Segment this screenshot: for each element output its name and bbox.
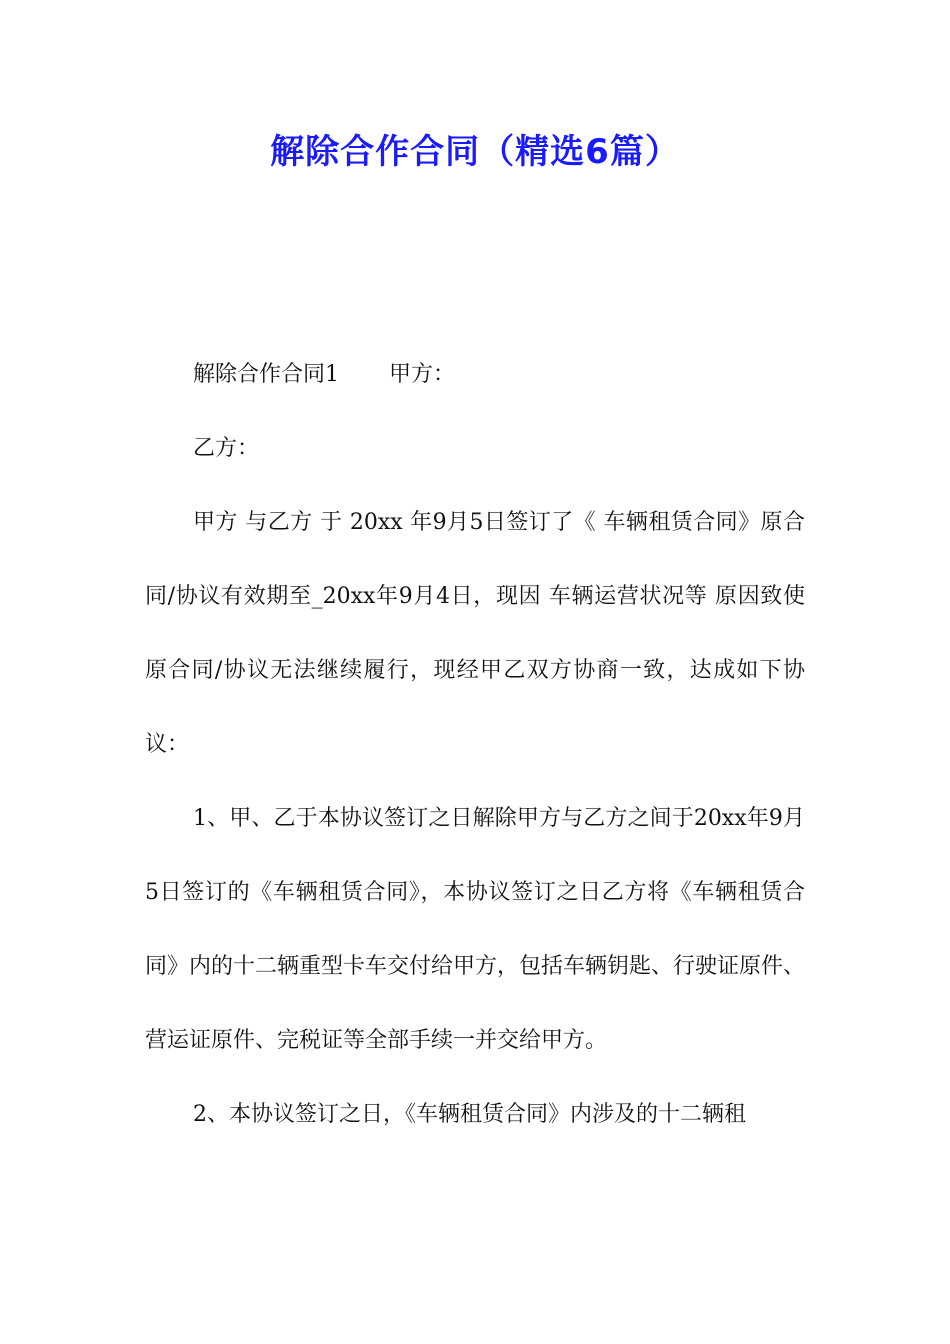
party-a-label: 甲方： — [389, 362, 456, 387]
document-body — [145, 338, 805, 1152]
party-b-line — [145, 412, 805, 486]
document-title: 解除合作合同（精选6篇） — [270, 132, 680, 172]
contract-heading: 解除合作合同1 — [193, 362, 339, 387]
paragraph-clause-1: 1、甲、乙于本协议签订之日解除甲方与乙方之间于20xx年9月5日签订的《车辆租赁合同》，本协议签订之日乙方将《车辆租赁合同》内的十二辆重型卡车交付给甲方，包括车辆钥匙、行驶证原件、营运证原件、完税证等全部手续一并交给甲方。 — [145, 806, 806, 1053]
party-b-label: 乙方： — [193, 436, 260, 461]
heading-line — [145, 338, 805, 412]
paragraph-intro: 甲方 与乙方 于 20xx 年9月5日签订了《 车辆租赁合同》原合同/协议有效期至_20xx年9月4日，现因 车辆运营状况等 原因致使原合同/协议无法继续履行，现经甲乙双方协商一致，达成如下协议： — [145, 510, 805, 757]
paragraph-clause-2: 2、本协议签订之日，《车辆租赁合同》内涉及的十二辆租 — [193, 1102, 746, 1127]
